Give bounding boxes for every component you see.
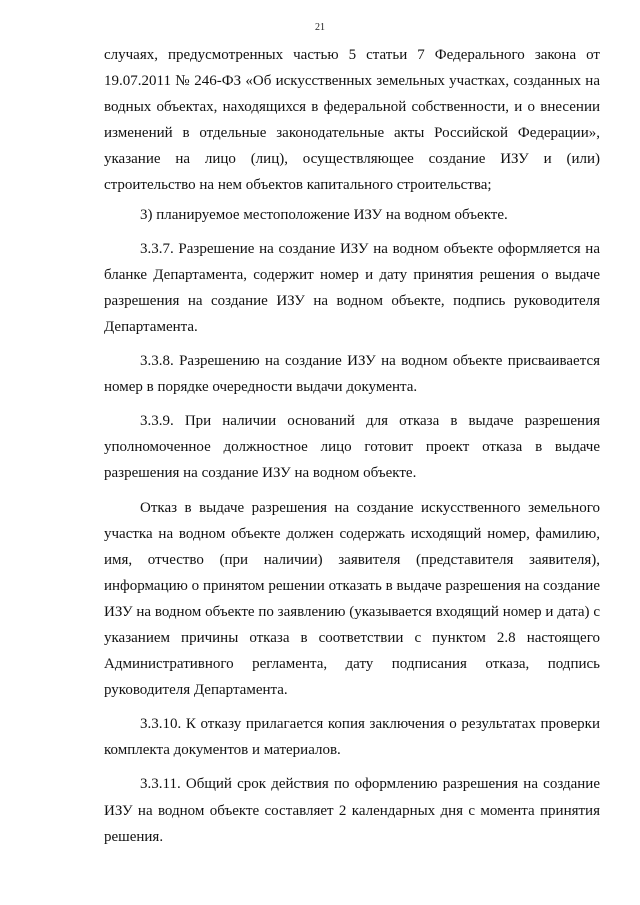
paragraph-continuation: случаях, предусмотренных частью 5 статьи 7 Федерального закона от 19.07.2011 № 246-ФЗ «Об искусственных земельных участках, созданных на водных объектах, находящихся в федеральной собственности, и о внесении изменений в отдельные законодательные акты Российской Федерации», указание на лицо (лиц), осуществляющее создание ИЗУ и (или) строительство на нем объектов капитального строительства; — [104, 47, 600, 194]
paragraph-refusal-content: Отказ в выдаче разрешения на создание искусственного земельного участка на водном объекте должен содержать исходящий номер, фамилию, имя, отчество (при наличии) заявителя (представителя заявителя), информацию о принятом решении отказать в выдаче разрешения на создание ИЗУ на водном объекте по заявлению (указывается входящий номер и дата) с указанием причины отказа в соответствии с пунктом 2.8 настоящего Административного регламента, дату подписания отказа, подпись руководителя Департамента. — [104, 499, 600, 699]
document-body — [104, 42, 600, 850]
paragraph-3-3-7: 3.3.7. Разрешение на создание ИЗУ на водном объекте оформляется на бланке Департамента, содержит номер и дату принятия решения о выдаче разрешения на создание ИЗУ на водном объекте, подпись руководителя Департамента. — [104, 240, 600, 335]
paragraph-3-3-10: 3.3.10. К отказу прилагается копия заключения о результатах проверки комплекта документов и материалов. — [104, 716, 600, 759]
paragraph-3-3-11: 3.3.11. Общий срок действия по оформлению разрешения на создание ИЗУ на водном объекте составляет 2 календарных дня с момента принятия решения. — [104, 776, 600, 845]
paragraph-3-3-8: 3.3.8. Разрешению на создание ИЗУ на водном объекте присваивается номер в порядке очередности выдачи документа. — [104, 353, 600, 396]
page-number: 21 — [315, 22, 325, 33]
paragraph-3-3-9: 3.3.9. При наличии оснований для отказа в выдаче разрешения уполномоченное должностное лицо готовит проект отказа в выдаче разрешения на создание ИЗУ на водном объекте. — [104, 413, 600, 482]
paragraph-item-3: 3) планируемое местоположение ИЗУ на водном объекте. — [140, 206, 508, 223]
